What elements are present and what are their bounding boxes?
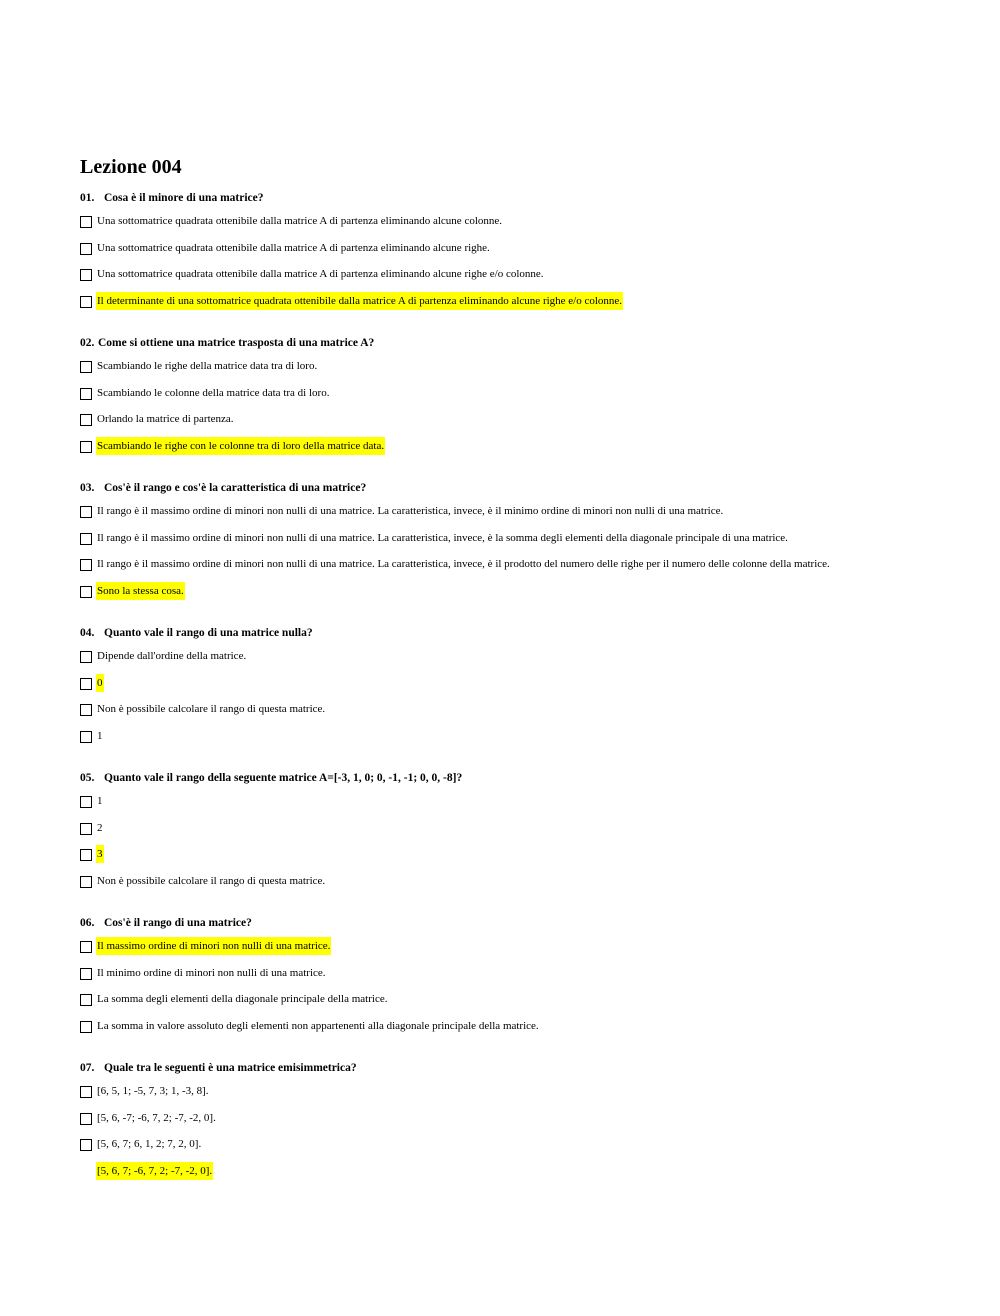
answer-option	[80, 240, 980, 267]
answer-text: 0	[96, 674, 104, 692]
answer-checkbox[interactable]	[80, 651, 92, 663]
answer-option-correct	[80, 293, 980, 320]
answer-checkbox[interactable]	[80, 441, 92, 453]
answer-text: [6, 5, 1; -5, 7, 3; 1, -3, 8].	[97, 1085, 209, 1097]
answer-text: La somma degli elementi della diagonale principale della matrice.	[97, 993, 388, 1005]
answer-checkbox[interactable]	[80, 1139, 92, 1151]
question-text: Quanto vale il rango della seguente matrice A=[-3, 1, 0; 0, -1, -1; 0, 0, -8]?	[104, 772, 463, 784]
question-4	[80, 623, 980, 754]
answer-option	[80, 266, 980, 293]
question-number: 05.	[80, 772, 95, 784]
answer-options	[80, 503, 980, 609]
answer-text: Il rango è il massimo ordine di minori non nulli di una matrice. La caratteristica, invece, è il minimo ordine di minori non nulli di una matrice.	[97, 505, 724, 517]
answer-option	[80, 873, 980, 900]
question-1	[80, 188, 980, 319]
answer-text: Il massimo ordine di minori non nulli di una matrice.	[96, 937, 331, 955]
answer-text: La somma in valore assoluto degli elementi non appartenenti alla diagonale principale della matrice.	[97, 1019, 539, 1032]
answer-text: Una sottomatrice quadrata ottenibile dalla matrice A di partenza eliminando alcune righe.	[97, 241, 490, 254]
answer-text: Sono la stessa cosa.	[96, 582, 185, 600]
answer-option	[80, 556, 980, 583]
question-text: Cos'è il rango di una matrice?	[104, 917, 252, 929]
question-3	[80, 478, 980, 609]
answer-option	[80, 965, 980, 992]
answer-text: Non è possibile calcolare il rango di questa matrice.	[97, 874, 326, 887]
answer-option	[80, 648, 980, 675]
answer-checkbox[interactable]	[80, 1021, 92, 1033]
answer-checkbox[interactable]	[80, 269, 92, 281]
question-heading	[80, 623, 980, 643]
answer-text: Una sottomatrice quadrata ottenibile dalla matrice A di partenza eliminando alcune righe e/o colonne.	[97, 268, 544, 280]
answer-checkbox[interactable]	[80, 941, 92, 953]
answer-text: 2	[97, 821, 103, 834]
question-number: 04.	[80, 627, 95, 639]
answer-option-correct	[80, 438, 980, 465]
answer-text: Una sottomatrice quadrata ottenibile dalla matrice A di partenza eliminando alcune colonne.	[97, 215, 503, 227]
answer-checkbox[interactable]	[80, 361, 92, 373]
question-2	[80, 333, 980, 464]
answer-option	[80, 503, 980, 530]
answer-checkbox[interactable]	[80, 678, 92, 690]
answer-option	[80, 701, 980, 728]
answer-text: [5, 6, 7; 6, 1, 2; 7, 2, 0].	[97, 1138, 202, 1150]
question-heading	[80, 913, 980, 933]
answer-text: Non è possibile calcolare il rango di questa matrice.	[97, 703, 326, 715]
question-text: Cosa è il minore di una matrice?	[104, 192, 264, 204]
answer-checkbox[interactable]	[80, 1086, 92, 1098]
answer-checkbox[interactable]	[80, 849, 92, 861]
question-number: 06.	[80, 917, 95, 929]
answer-checkbox[interactable]	[80, 731, 92, 743]
answer-text: Scambiando le righe con le colonne tra di loro della matrice data.	[96, 437, 385, 455]
answer-options	[80, 213, 980, 319]
answer-option	[80, 385, 980, 412]
answer-options	[80, 648, 980, 754]
question-5	[80, 768, 980, 899]
answer-option	[80, 728, 980, 755]
answer-checkbox[interactable]	[80, 823, 92, 835]
answer-text: Il rango è il massimo ordine di minori non nulli di una matrice. La caratteristica, invece, è la somma degli elementi della diagonale principale di una matrice.	[97, 531, 788, 544]
answer-checkbox[interactable]	[80, 388, 92, 400]
answer-text: Dipende dall'ordine della matrice.	[97, 650, 247, 662]
question-heading	[80, 1058, 980, 1078]
question-text: Quanto vale il rango di una matrice nulla?	[104, 627, 313, 639]
answer-text: 3	[96, 845, 104, 863]
question-number: 01.	[80, 192, 95, 204]
answer-text: 1	[97, 795, 103, 807]
answer-text: Scambiando le righe della matrice data tra di loro.	[97, 360, 318, 372]
answer-option	[80, 1083, 980, 1110]
answer-text: 1	[97, 729, 103, 742]
answer-checkbox[interactable]	[80, 216, 92, 228]
answer-text: Scambiando le colonne della matrice data tra di loro.	[97, 386, 330, 399]
answer-checkbox[interactable]	[80, 559, 92, 571]
answer-checkbox[interactable]	[80, 243, 92, 255]
lesson-title: Lezione 004	[80, 156, 182, 178]
answer-checkbox[interactable]	[80, 994, 92, 1006]
question-number: 03.	[80, 482, 95, 494]
question-text: Quale tra le seguenti è una matrice emisimmetrica?	[104, 1062, 357, 1074]
answer-checkbox[interactable]	[80, 1113, 92, 1125]
question-text: Come si ottiene una matrice trasposta di una matrice A?	[98, 337, 375, 349]
question-text: Cos'è il rango e cos'è la caratteristica di una matrice?	[104, 482, 367, 494]
answer-text: Il determinante di una sottomatrice quadrata ottenibile dalla matrice A di partenza eliminando alcune righe e/o colonne.	[96, 292, 623, 310]
question-number: 07.	[80, 1062, 95, 1074]
answer-options	[80, 793, 980, 899]
answer-text: Orlando la matrice di partenza.	[97, 413, 234, 425]
answer-option	[80, 1136, 980, 1163]
answer-option	[80, 213, 980, 240]
answer-option	[80, 793, 980, 820]
answer-options	[80, 1083, 980, 1189]
answer-text: [5, 6, -7; -6, 7, 2; -7, -2, 0].	[97, 1111, 216, 1124]
question-heading	[80, 333, 980, 353]
answer-checkbox[interactable]	[80, 533, 92, 545]
answer-option-correct	[80, 583, 980, 610]
answer-option	[80, 358, 980, 385]
answer-checkbox[interactable]	[80, 506, 92, 518]
question-heading	[80, 478, 980, 498]
answer-checkbox[interactable]	[80, 796, 92, 808]
answer-option-correct	[80, 846, 980, 873]
answer-checkbox[interactable]	[80, 586, 92, 598]
answer-checkbox[interactable]	[80, 414, 92, 426]
answer-options	[80, 358, 980, 464]
answer-checkbox[interactable]	[80, 296, 92, 308]
answer-option	[80, 411, 980, 438]
answer-text: Il rango è il massimo ordine di minori non nulli di una matrice. La caratteristica, invece, è il prodotto del numero delle righe per il numero delle colonne della matrice.	[97, 558, 830, 570]
question-6	[80, 913, 980, 1044]
question-number: 02.	[80, 337, 95, 349]
question-heading	[80, 188, 980, 208]
answer-option-correct	[80, 1163, 980, 1190]
answer-checkbox[interactable]	[80, 876, 92, 888]
answer-checkbox[interactable]	[80, 968, 92, 980]
answer-text: [5, 6, 7; -6, 7, 2; -7, -2, 0].	[96, 1162, 213, 1180]
answer-checkbox[interactable]	[80, 704, 92, 716]
answer-option-correct	[80, 938, 980, 965]
answer-text: Il minimo ordine di minori non nulli di una matrice.	[97, 966, 326, 979]
answer-option-correct	[80, 675, 980, 702]
question-7	[80, 1058, 980, 1189]
answer-option	[80, 820, 980, 847]
answer-options	[80, 938, 980, 1044]
answer-option	[80, 1018, 980, 1045]
answer-option	[80, 530, 980, 557]
answer-option	[80, 1110, 980, 1137]
question-heading	[80, 768, 980, 788]
answer-option	[80, 991, 980, 1018]
